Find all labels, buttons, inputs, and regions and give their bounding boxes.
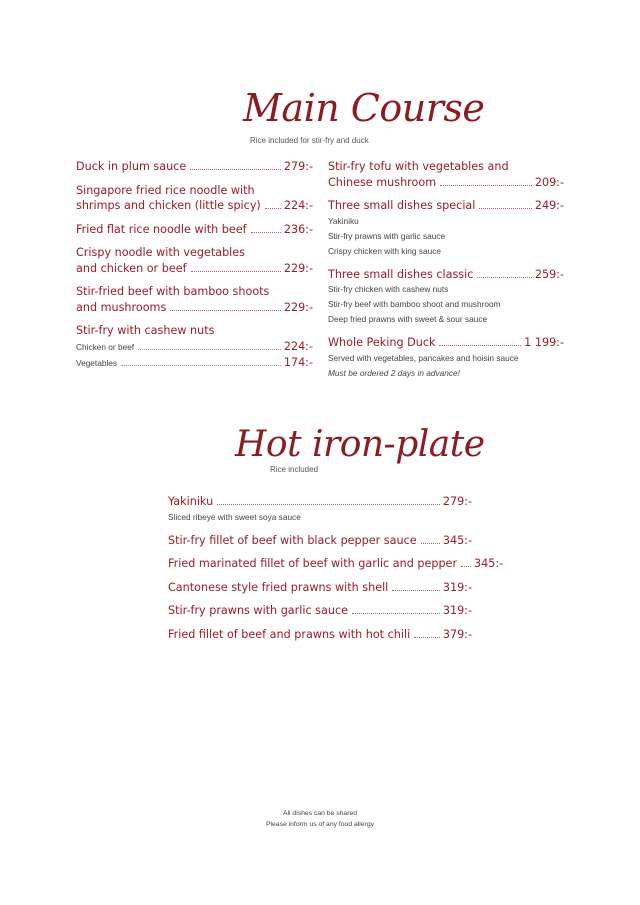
option-price: 174:- xyxy=(283,355,313,369)
leader-dots xyxy=(265,208,281,209)
item-name-cont: and mushrooms xyxy=(76,300,167,314)
item-option xyxy=(76,355,313,371)
item-desc: Crispy chicken with king sauce xyxy=(328,245,441,256)
leader-dots xyxy=(414,637,440,638)
menu-item xyxy=(76,222,313,238)
menu-item xyxy=(328,335,564,381)
menu-item xyxy=(76,245,313,276)
footer-shared-note: All dishes can be shared xyxy=(282,810,358,817)
main-course-right-column xyxy=(328,159,564,389)
leader-dots xyxy=(191,271,281,272)
menu-item xyxy=(328,198,564,259)
item-price: 1 199:- xyxy=(524,336,564,349)
menu-item xyxy=(328,159,564,190)
leader-dots xyxy=(392,590,440,591)
item-desc: Stir-fry beef with bamboo shoot and mushroom xyxy=(328,299,501,309)
main-course-subtitle: Rice included for stir-fry and duck xyxy=(250,136,369,145)
menu-item xyxy=(76,183,313,214)
item-price: 209:- xyxy=(534,175,564,189)
menu-item xyxy=(168,603,472,619)
menu-item xyxy=(168,556,504,572)
main-course-title: Main Course xyxy=(243,86,485,130)
item-price: 236:- xyxy=(283,222,313,236)
item-desc: Served with vegetables, pancakes and hoisin sauce xyxy=(328,352,519,363)
item-price: 319:- xyxy=(442,580,472,594)
leader-dots xyxy=(170,310,281,311)
menu-item xyxy=(168,627,472,643)
item-name: Whole Peking Duck xyxy=(328,336,436,349)
item-price: 229:- xyxy=(283,300,313,314)
item-name-cont: and chicken or beef xyxy=(76,261,187,275)
option-label: Chicken or beef xyxy=(76,341,135,352)
leader-dots xyxy=(217,504,440,505)
leader-dots xyxy=(138,349,281,350)
leader-dots xyxy=(190,169,281,170)
option-label: Vegetables xyxy=(76,357,118,368)
item-name: Fried marinated fillet of beef with garlic and pepper xyxy=(168,557,458,570)
item-price: 345:- xyxy=(474,557,504,570)
item-name: Stir-fry fillet of beef with black pepper sauce xyxy=(168,533,417,547)
leader-dots xyxy=(121,365,281,366)
menu-item xyxy=(168,533,472,549)
item-name: Stir-fry prawns with garlic sauce xyxy=(168,604,348,617)
leader-dots xyxy=(477,277,531,278)
item-name: Three small dishes special xyxy=(328,199,476,212)
leader-dots xyxy=(352,613,440,614)
menu-item xyxy=(328,267,564,328)
footer xyxy=(0,808,640,830)
item-name: Crispy noodle with vegetables xyxy=(76,246,245,259)
item-desc: Deep fried prawns with sweet & sour sauce xyxy=(328,314,488,324)
option-price: 224:- xyxy=(283,339,313,353)
leader-dots xyxy=(251,232,281,233)
menu-item xyxy=(76,323,313,371)
item-name: Stir-fry tofu with vegetables and xyxy=(328,160,509,173)
item-name: Fried flat rice noodle with beef xyxy=(76,222,247,236)
footer-allergy-note: Please inform us of any food allergy xyxy=(265,821,375,828)
leader-dots xyxy=(439,345,521,346)
item-desc: Yakiniku xyxy=(328,215,359,226)
main-course-left-column xyxy=(76,159,313,379)
menu-item xyxy=(168,494,472,525)
item-name-cont: Chinese mushroom xyxy=(328,175,437,189)
item-price: 279:- xyxy=(283,160,313,173)
item-price: 259:- xyxy=(534,267,564,281)
item-desc: Stir-fry chicken with cashew nuts xyxy=(328,284,449,294)
menu-item xyxy=(168,580,472,596)
item-option xyxy=(76,339,313,355)
item-name: Duck in plum sauce xyxy=(76,160,187,173)
item-price: 345:- xyxy=(442,533,472,547)
leader-dots xyxy=(479,208,531,209)
leader-dots xyxy=(421,543,440,544)
hot-iron-subtitle: Rice included xyxy=(270,465,319,474)
item-desc: Stir-fry prawns with garlic sauce xyxy=(328,230,446,241)
menu-item xyxy=(76,159,313,175)
item-name: Stir-fry with cashew nuts xyxy=(76,324,215,337)
item-price: 224:- xyxy=(283,199,313,212)
leader-dots xyxy=(461,566,471,567)
item-note: Must be ordered 2 days in advance! xyxy=(328,367,460,378)
item-price: 319:- xyxy=(442,604,472,617)
item-name: Fried fillet of beef and prawns with hot chili xyxy=(168,627,411,641)
item-name: Cantonese style fried prawns with shell xyxy=(168,580,389,594)
item-price: 279:- xyxy=(442,495,472,508)
item-name: Yakiniku xyxy=(168,495,214,508)
item-price: 229:- xyxy=(283,261,313,275)
item-name: Singapore fried rice noodle with xyxy=(76,183,255,197)
leader-dots xyxy=(440,185,532,186)
hot-iron-title: Hot iron-plate xyxy=(235,424,485,465)
menu-item xyxy=(76,284,313,315)
item-name-cont: shrimps and chicken (little spicy) xyxy=(76,199,261,212)
hot-iron-list xyxy=(168,494,504,650)
item-name: Three small dishes classic xyxy=(328,267,474,281)
item-name: Stir-fried beef with bamboo shoots xyxy=(76,285,270,298)
item-desc: Sliced ribeye with sweet soya sauce xyxy=(168,511,301,522)
item-price: 249:- xyxy=(534,199,564,212)
item-price: 379:- xyxy=(442,627,472,641)
